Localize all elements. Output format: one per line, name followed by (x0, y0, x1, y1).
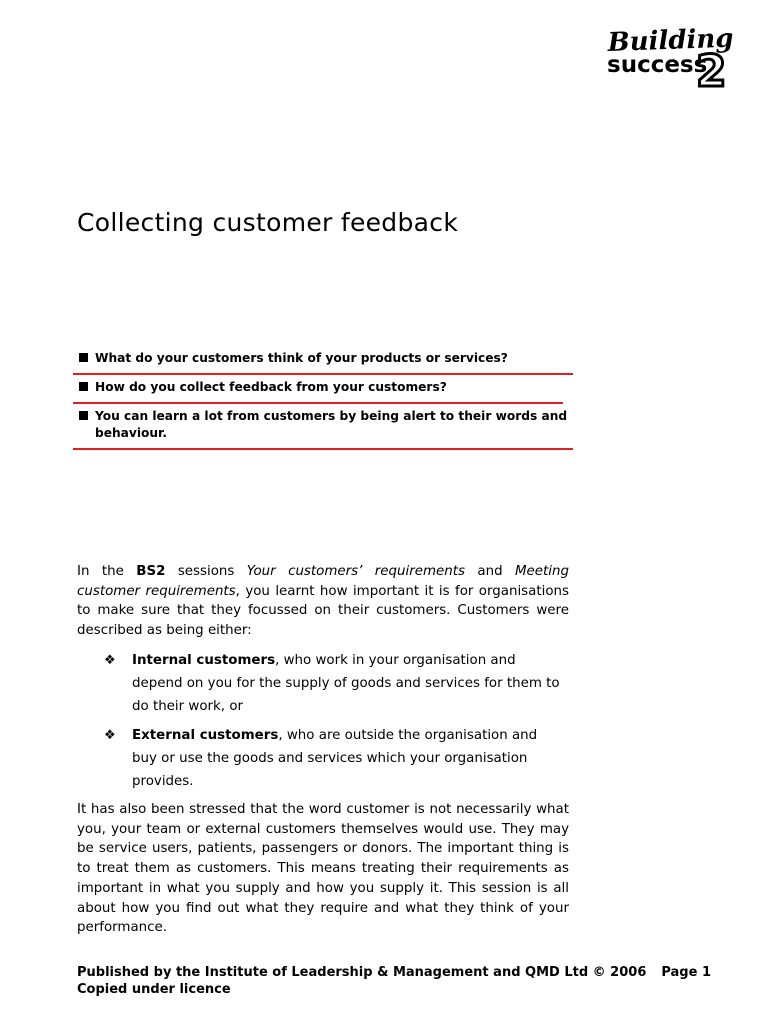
customer-types-list (104, 649, 564, 799)
svg-text:success: success (607, 52, 708, 78)
page-number: Page 1 (661, 965, 711, 980)
page-title: Collecting customer feedback (77, 208, 459, 237)
key-point: You can learn a lot from customers by being alert to their words and behaviour. (73, 404, 573, 448)
body-paragraph: It has also been stressed that the word customer is not necessarily what you, your team or external customers themselves would use. They may be service users, patients, passengers or donors. The important thing is to treat them as customers. This means treating their requirements as important in what you supply and how you supply it. This session is all about how you find out what they require and what they think of your performance. (77, 802, 569, 936)
list-item: ❖ Internal customers, who work in your organisation and depend on you for the supply of goods and services for them to do their work, or (104, 649, 564, 718)
key-point: What do your customers think of your products or services? (73, 346, 573, 373)
square-bullet-icon (79, 411, 88, 420)
key-point: How do you collect feedback from your customers? (73, 375, 573, 402)
licence-line: Copied under licence (77, 982, 231, 997)
page-footer (77, 964, 717, 998)
intro-paragraph: In the BS2 sessions Your customers’ requirements and Meeting customer requirements, you learnt how important it is for organisations to make sure that they focussed on their customers. Customers were described as being either: (77, 564, 569, 639)
svg-text:2: 2 (696, 46, 727, 90)
square-bullet-icon (79, 382, 88, 391)
building-success-2-logo (606, 24, 736, 90)
list-item: ❖ External customers, who are outside the organisation and buy or use the goods and services which your organisation provides. (104, 724, 564, 793)
diamond-bullet-icon: ❖ (104, 728, 116, 743)
red-divider (73, 448, 573, 450)
diamond-bullet-icon: ❖ (104, 653, 116, 668)
svg-text:Building: Building (607, 24, 734, 58)
publisher-line: Published by the Institute of Leadership & Management and QMD Ltd © 2006 (77, 965, 647, 980)
square-bullet-icon (79, 353, 88, 362)
key-points-list (73, 346, 573, 450)
